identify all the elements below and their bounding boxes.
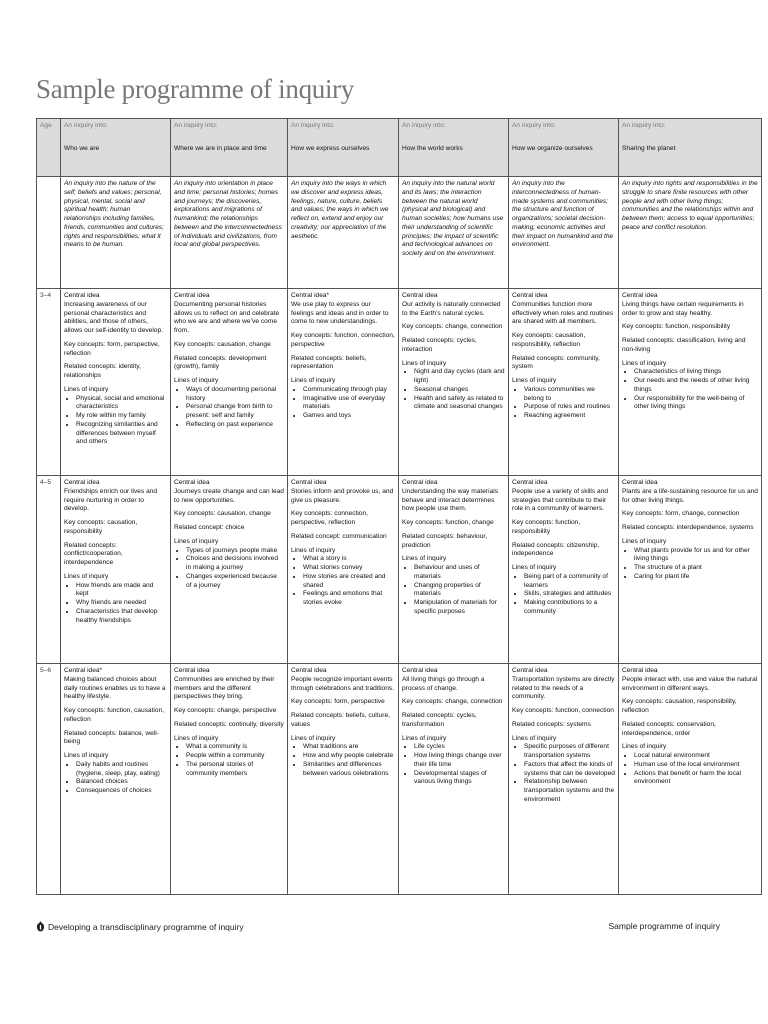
key-concepts: Key concepts: function, responsibility [622, 323, 731, 331]
lines-of-inquiry-label: Lines of inquiry [402, 555, 447, 563]
central-idea-label: Central idea* [291, 292, 330, 299]
line-of-inquiry: • Seasonal changes [414, 386, 505, 395]
central-idea-text: Documenting personal histories allows us to reflect on and celebrate who we are and where we’ve come from. [174, 300, 280, 335]
unit-cell [61, 664, 171, 895]
key-concepts: Key concepts: causation, responsibility [64, 519, 138, 535]
line-of-inquiry: • Life cycles [414, 743, 505, 752]
line-of-inquiry: • Types of journeys people make [186, 547, 284, 556]
age-header [37, 119, 61, 177]
lines-of-inquiry-label: Lines of inquiry [291, 546, 336, 554]
key-concepts: Key concepts: causation, change [174, 510, 271, 518]
lines-of-inquiry-label: Lines of inquiry [64, 385, 109, 393]
line-of-inquiry: • The personal stories of community members [186, 761, 284, 779]
central-idea-label: Central idea [64, 479, 100, 486]
central-idea-label: Central idea [291, 667, 327, 674]
line-of-inquiry: • Reaching agreement [524, 412, 615, 421]
line-of-inquiry: • Human use of the local environment [634, 761, 758, 770]
central-idea-block [291, 292, 395, 327]
line-of-inquiry: • Why friends are needed [76, 599, 167, 608]
unit-cell [61, 476, 171, 664]
central-idea-block [174, 479, 284, 505]
lines-of-inquiry-label: Lines of inquiry [174, 537, 219, 545]
line-of-inquiry: • Reflecting on past experience [186, 421, 284, 430]
central-idea-block [291, 479, 395, 505]
central-idea-text: People interact with, use and value the natural environment in different ways. [622, 675, 758, 692]
related-concepts: Related concepts: systems [512, 720, 591, 728]
line-of-inquiry: • Relationship between transportation systems and the environment [524, 778, 615, 804]
line-of-inquiry: • What a story is [303, 555, 395, 564]
central-idea-text: Plants are a life-sustaining resource for us and for other living things. [622, 487, 758, 504]
key-concepts: Key concepts: causation, responsibility, reflection [512, 332, 586, 348]
line-of-inquiry: • Our responsibility for the well-being of other living things [634, 395, 758, 413]
lines-of-inquiry-list [402, 564, 505, 617]
key-concepts: Key concepts: function, connection [512, 707, 614, 715]
lines-of-inquiry-label: Lines of inquiry [174, 377, 219, 385]
theme-name: Sharing the planet [622, 144, 676, 152]
central-idea-text: Communities function more effectively when roles and routines are shared with all members. [512, 300, 614, 326]
line-of-inquiry: • Developmental stages of various living things [414, 770, 505, 788]
theme-header [288, 119, 399, 177]
central-idea-text: Journeys create change and can lead to new opportunities. [174, 487, 284, 504]
lines-of-inquiry-list [174, 743, 284, 778]
theme-header [619, 119, 762, 177]
key-concepts: Key concepts: form, perspective, reflection [64, 340, 160, 357]
key-concepts: Key concepts: change, connection [402, 323, 503, 331]
unit-cell [619, 476, 762, 664]
central-idea-label: Central idea [402, 479, 438, 486]
unit-cell [399, 664, 509, 895]
age-cell: 4–5 [37, 476, 61, 664]
theme-description: An inquiry into orientation in place and time; personal histories; homes and journeys; the discoveries, explorations and migrations of humankind; the relationships between and the interconnectedness of individuals and civilizations, from local and global perspectives. [171, 177, 288, 289]
central-idea-label: Central idea [64, 292, 100, 299]
central-idea-label: Central idea [174, 292, 210, 299]
central-idea-text: Friendships enrich our lives and require nurturing in order to develop. [64, 487, 158, 513]
central-idea-label: Central idea [622, 292, 658, 299]
page-title: Sample programme of inquiry [36, 74, 355, 104]
related-concepts: Related concepts: continuity, diversity [174, 720, 284, 728]
central-idea-block [291, 667, 395, 693]
theme-description: An inquiry into the nature of the self; beliefs and values; personal, physical, mental, social and spiritual health; human relationships including families, friends, communities and cultures; rights and responsibilities; what it means to be human. [61, 177, 171, 289]
lines-of-inquiry-list [64, 395, 167, 448]
key-concepts: Key concepts: function, change [402, 519, 494, 527]
central-idea-text: Our activity is naturally connected to the Earth’s natural cycles. [402, 300, 501, 317]
theme-intro-label: An inquiry into: [64, 122, 108, 129]
central-idea-text: We use play to express our feelings and ideas and in order to come to new understandings. [291, 300, 389, 326]
theme-description: An inquiry into the natural world and its laws; the interaction between the natural world (physical and biological) and human societies; how humans use their understanding of scientific principles; the impact of scientific and technological advances on society and on the environment. [399, 177, 509, 289]
unit-cell [61, 289, 171, 476]
line-of-inquiry: • Factors that affect the kinds of systems that can be developed [524, 761, 615, 779]
central-idea-block [402, 479, 505, 514]
theme-name: How we organize ourselves [512, 144, 593, 152]
related-concepts: Related concepts: interdependence, systems [622, 524, 754, 532]
unit-cell [171, 476, 288, 664]
lines-of-inquiry-list [174, 547, 284, 591]
central-idea-label: Central idea [512, 292, 548, 299]
unit-cell [399, 476, 509, 664]
line-of-inquiry: • Night and day cycles (dark and light) [414, 368, 505, 386]
central-idea-text: People use a variety of skills and strategies that contribute to their role in a community of learners. [512, 487, 609, 513]
theme-header [171, 119, 288, 177]
central-idea-label: Central idea* [64, 667, 103, 674]
central-idea-label: Central idea [402, 292, 438, 299]
line-of-inquiry: • Manipulation of materials for specific purposes [414, 599, 505, 617]
lines-of-inquiry-list [402, 743, 505, 787]
line-of-inquiry: • How stories are created and shared [303, 573, 395, 591]
lines-of-inquiry-list [512, 743, 615, 804]
line-of-inquiry: • What traditions are [303, 743, 395, 752]
line-of-inquiry: • Daily habits and routines (hygiene, sleep, play, eating) [76, 761, 167, 779]
unit-cell [509, 289, 619, 476]
key-concepts: Key concepts: form, change, connection [622, 510, 740, 518]
related-concepts: Related concepts: conservation, interdependence, order [622, 720, 716, 737]
line-of-inquiry: • Recognizing similarities and differences between myself and others [76, 421, 167, 447]
key-concepts: Key concepts: connection, perspective, reflection [291, 510, 368, 527]
line-of-inquiry: • Balanced choices [76, 778, 167, 787]
lines-of-inquiry-label: Lines of inquiry [291, 734, 336, 742]
unit-cell [288, 476, 399, 664]
age-cell: 3–4 [37, 289, 61, 476]
central-idea-block [402, 292, 505, 318]
lines-of-inquiry-label: Lines of inquiry [402, 359, 447, 367]
related-concepts: Related concepts: beliefs, culture, values [291, 712, 390, 728]
line-of-inquiry: • Characteristics of living things [634, 368, 758, 377]
related-concepts: Related concepts: beliefs, representation [291, 354, 367, 371]
unit-cell [288, 664, 399, 895]
central-idea-block [512, 292, 615, 327]
related-concepts: Related concept: communication [291, 532, 387, 540]
lines-of-inquiry-list [291, 386, 395, 421]
central-idea-text: People recognize important events through celebrations and traditions. [291, 675, 395, 692]
lines-of-inquiry-label: Lines of inquiry [512, 564, 557, 572]
central-idea-block [622, 667, 758, 693]
lines-of-inquiry-list [512, 386, 615, 421]
theme-header [399, 119, 509, 177]
line-of-inquiry: • People within a community [186, 752, 284, 761]
line-of-inquiry: • What a community is [186, 743, 284, 752]
age-group-row [37, 476, 762, 664]
central-idea-text: Increasing awareness of our personal characteristics and abilities, and those of others, allows our self-identity to develop. [64, 300, 163, 335]
unit-cell [619, 664, 762, 895]
central-idea-text: All living things go through a process of change. [402, 675, 485, 692]
line-of-inquiry: • Communicating through play [303, 386, 395, 395]
central-idea-label: Central idea [512, 667, 548, 674]
lines-of-inquiry-label: Lines of inquiry [512, 734, 557, 742]
theme-name: Where we are in place and time [174, 144, 267, 152]
unit-cell [619, 289, 762, 476]
line-of-inquiry: • Health and safety as related to climate and seasonal changes [414, 395, 505, 413]
lines-of-inquiry-label: Lines of inquiry [512, 377, 557, 385]
lines-of-inquiry-label: Lines of inquiry [622, 537, 667, 545]
theme-header [509, 119, 619, 177]
lines-of-inquiry-list [64, 761, 167, 796]
footer-left [36, 921, 244, 932]
central-idea-text: Transportation systems are directly related to the needs of a community. [512, 675, 615, 701]
age-cell-empty [37, 177, 61, 289]
theme-intro-label: An inquiry into: [174, 122, 218, 129]
line-of-inquiry: • My role within my family [76, 412, 167, 421]
related-concepts: Related concept: choice [174, 524, 245, 532]
key-concepts: Key concepts: function, connection, perspective [291, 332, 395, 348]
central-idea-block [64, 292, 167, 336]
lines-of-inquiry-list [64, 582, 167, 626]
lines-of-inquiry-list [291, 555, 395, 608]
theme-intro-label: An inquiry into: [512, 122, 556, 129]
line-of-inquiry: • Changes experienced because of a journey [186, 573, 284, 591]
theme-description: An inquiry into the ways in which we discover and express ideas, feelings, nature, culture, beliefs and values; the ways in which we reflect on, extend and enjoy our creativity; our appreciation of the aesthetic. [288, 177, 399, 289]
line-of-inquiry: • How living things change over their life time [414, 752, 505, 770]
theme-intro-label: An inquiry into: [291, 122, 335, 129]
key-concepts: Key concepts: function, responsibility [512, 519, 581, 535]
lines-of-inquiry-list [512, 573, 615, 617]
central-idea-block [174, 667, 284, 702]
central-idea-block [402, 667, 505, 693]
line-of-inquiry: • Various communities we belong to [524, 386, 615, 404]
lines-of-inquiry-label: Lines of inquiry [622, 743, 667, 751]
theme-description: An inquiry into rights and responsibilities in the struggle to share finite resources with other people and with other living things; communities and the relationships within and between them; access to equal opportunities; peace and conflict resolution. [619, 177, 762, 289]
line-of-inquiry: • Imaginative use of everyday materials [303, 395, 395, 413]
line-of-inquiry: • Personal change from birth to present: self and family [186, 403, 284, 421]
header-row [37, 119, 762, 177]
key-concepts: Key concepts: function, causation, reflection [64, 707, 165, 723]
line-of-inquiry: • Being part of a community of learners [524, 573, 615, 591]
key-concepts: Key concepts: form, perspective [291, 698, 385, 706]
central-idea-label: Central idea [174, 667, 210, 674]
central-idea-label: Central idea [622, 479, 658, 486]
related-concepts: Related concepts: balance, well-being [64, 729, 159, 746]
central-idea-label: Central idea [402, 667, 438, 674]
central-idea-block [174, 292, 284, 336]
line-of-inquiry: • Actions that benefit or harm the local environment [634, 770, 758, 788]
line-of-inquiry: • Characteristics that develop healthy friendships [76, 608, 167, 626]
lines-of-inquiry-label: Lines of inquiry [64, 572, 109, 580]
footer-right-text: Sample programme of inquiry [608, 921, 720, 931]
central-idea-block [622, 479, 758, 505]
line-of-inquiry: • Games and toys [303, 412, 395, 421]
related-concepts: Related concepts: cycles, interaction [402, 337, 477, 353]
line-of-inquiry: • Choices and decisions involved in making a journey [186, 555, 284, 573]
line-of-inquiry: • Consequences of choices [76, 787, 167, 796]
lines-of-inquiry-label: Lines of inquiry [64, 752, 109, 760]
lines-of-inquiry-label: Lines of inquiry [622, 359, 667, 367]
lines-of-inquiry-label: Lines of inquiry [291, 377, 336, 385]
central-idea-text: Making balanced choices about daily routines enables us to have a healthy lifestyle. [64, 675, 166, 701]
related-concepts: Related concepts: citizenship, independence [512, 541, 600, 558]
theme-name: How the world works [402, 144, 463, 152]
line-of-inquiry: • Changing properties of materials [414, 582, 505, 600]
line-of-inquiry: • Feelings and emotions that stories evoke [303, 590, 395, 608]
lines-of-inquiry-label: Lines of inquiry [174, 734, 219, 742]
central-idea-block [622, 292, 758, 318]
unit-cell [509, 476, 619, 664]
theme-description-row [37, 177, 762, 289]
central-idea-text: Communities are enriched by their members and the different perspectives they bring. [174, 675, 275, 701]
ib-logo-icon [36, 921, 45, 932]
related-concepts: Related concepts: classification, living and non-living [622, 337, 746, 353]
line-of-inquiry: • Local natural environment [634, 752, 758, 761]
related-concepts: Related concepts: conflict/cooperation, interdependence [64, 541, 123, 567]
theme-name: How we express ourselves [291, 144, 370, 152]
footer-left-text: Developing a transdisciplinary programme of inquiry [48, 921, 244, 932]
key-concepts: Key concepts: change, connection [402, 698, 503, 706]
line-of-inquiry: • Caring for plant life [634, 573, 758, 582]
lines-of-inquiry-list [174, 386, 284, 430]
central-idea-block [64, 667, 167, 702]
line-of-inquiry: • What stories convey [303, 564, 395, 573]
theme-intro-label: An inquiry into: [402, 122, 446, 129]
central-idea-text: Understanding the way materials behave and interact determines how people use them. [402, 487, 499, 513]
line-of-inquiry: • Specific purposes of different transportation systems [524, 743, 615, 761]
age-group-row [37, 289, 762, 476]
central-idea-text: Living things have certain requirements in order to grow and stay healthy. [622, 300, 744, 317]
central-idea-label: Central idea [174, 479, 210, 486]
central-idea-label: Central idea [622, 667, 658, 674]
programme-of-inquiry-table [36, 118, 762, 895]
theme-description: An inquiry into the interconnectedness of human-made systems and communities; the structure and function of organizations; societal decision-making; economic activities and their impact on humankind and the environment. [509, 177, 619, 289]
unit-cell [399, 289, 509, 476]
theme-name: Who we are [64, 144, 100, 152]
line-of-inquiry: • How and why people celebrate [303, 752, 395, 761]
line-of-inquiry: • Making contributions to a community [524, 599, 615, 617]
line-of-inquiry: • How friends are made and kept [76, 582, 167, 600]
lines-of-inquiry-list [622, 368, 758, 412]
line-of-inquiry: • Skills, strategies and attitudes [524, 590, 615, 599]
key-concepts: Key concepts: causation, change [174, 340, 271, 348]
related-concepts: Related concepts: community, system [512, 354, 600, 371]
theme-header [61, 119, 171, 177]
unit-cell [509, 664, 619, 895]
line-of-inquiry: • Our needs and the needs of other living things [634, 377, 758, 395]
related-concepts: Related concepts: identity, relationships [64, 363, 141, 380]
related-concepts: Related concepts: cycles, transformation [402, 712, 477, 728]
age-cell: 5–6 [37, 664, 61, 895]
central-idea-text: Stories inform and provoke us, and give us pleasure. [291, 487, 394, 504]
line-of-inquiry: • Physical, social and emotional characteristics [76, 395, 167, 413]
unit-cell [288, 289, 399, 476]
lines-of-inquiry-list [291, 743, 395, 778]
key-concepts: Key concepts: causation, responsibility, reflection [622, 698, 737, 715]
lines-of-inquiry-list [622, 752, 758, 787]
theme-intro-label: An inquiry into: [622, 122, 666, 129]
central-idea-block [512, 667, 615, 702]
unit-cell [171, 289, 288, 476]
central-idea-label: Central idea [291, 479, 327, 486]
line-of-inquiry: • The structure of a plant [634, 564, 758, 573]
related-concepts: Related concepts: development (growth), family [174, 354, 267, 371]
key-concepts: Key concepts: change, perspective [174, 707, 277, 715]
central-idea-block [64, 479, 167, 514]
age-header-label: Age [40, 122, 52, 129]
line-of-inquiry: • Purpose of roles and routines [524, 403, 615, 412]
line-of-inquiry: • What plants provide for us and for other living things [634, 547, 758, 565]
central-idea-block [512, 479, 615, 514]
unit-cell [171, 664, 288, 895]
line-of-inquiry: • Similarities and differences between various celebrations [303, 761, 395, 779]
lines-of-inquiry-list [622, 547, 758, 582]
lines-of-inquiry-list [402, 368, 505, 412]
central-idea-label: Central idea [512, 479, 548, 486]
line-of-inquiry: • Ways of documenting personal history [186, 386, 284, 404]
line-of-inquiry: • Behaviour and uses of materials [414, 564, 505, 582]
age-group-row [37, 664, 762, 895]
related-concepts: Related concepts: behaviour, prediction [402, 532, 488, 549]
lines-of-inquiry-label: Lines of inquiry [402, 734, 447, 742]
